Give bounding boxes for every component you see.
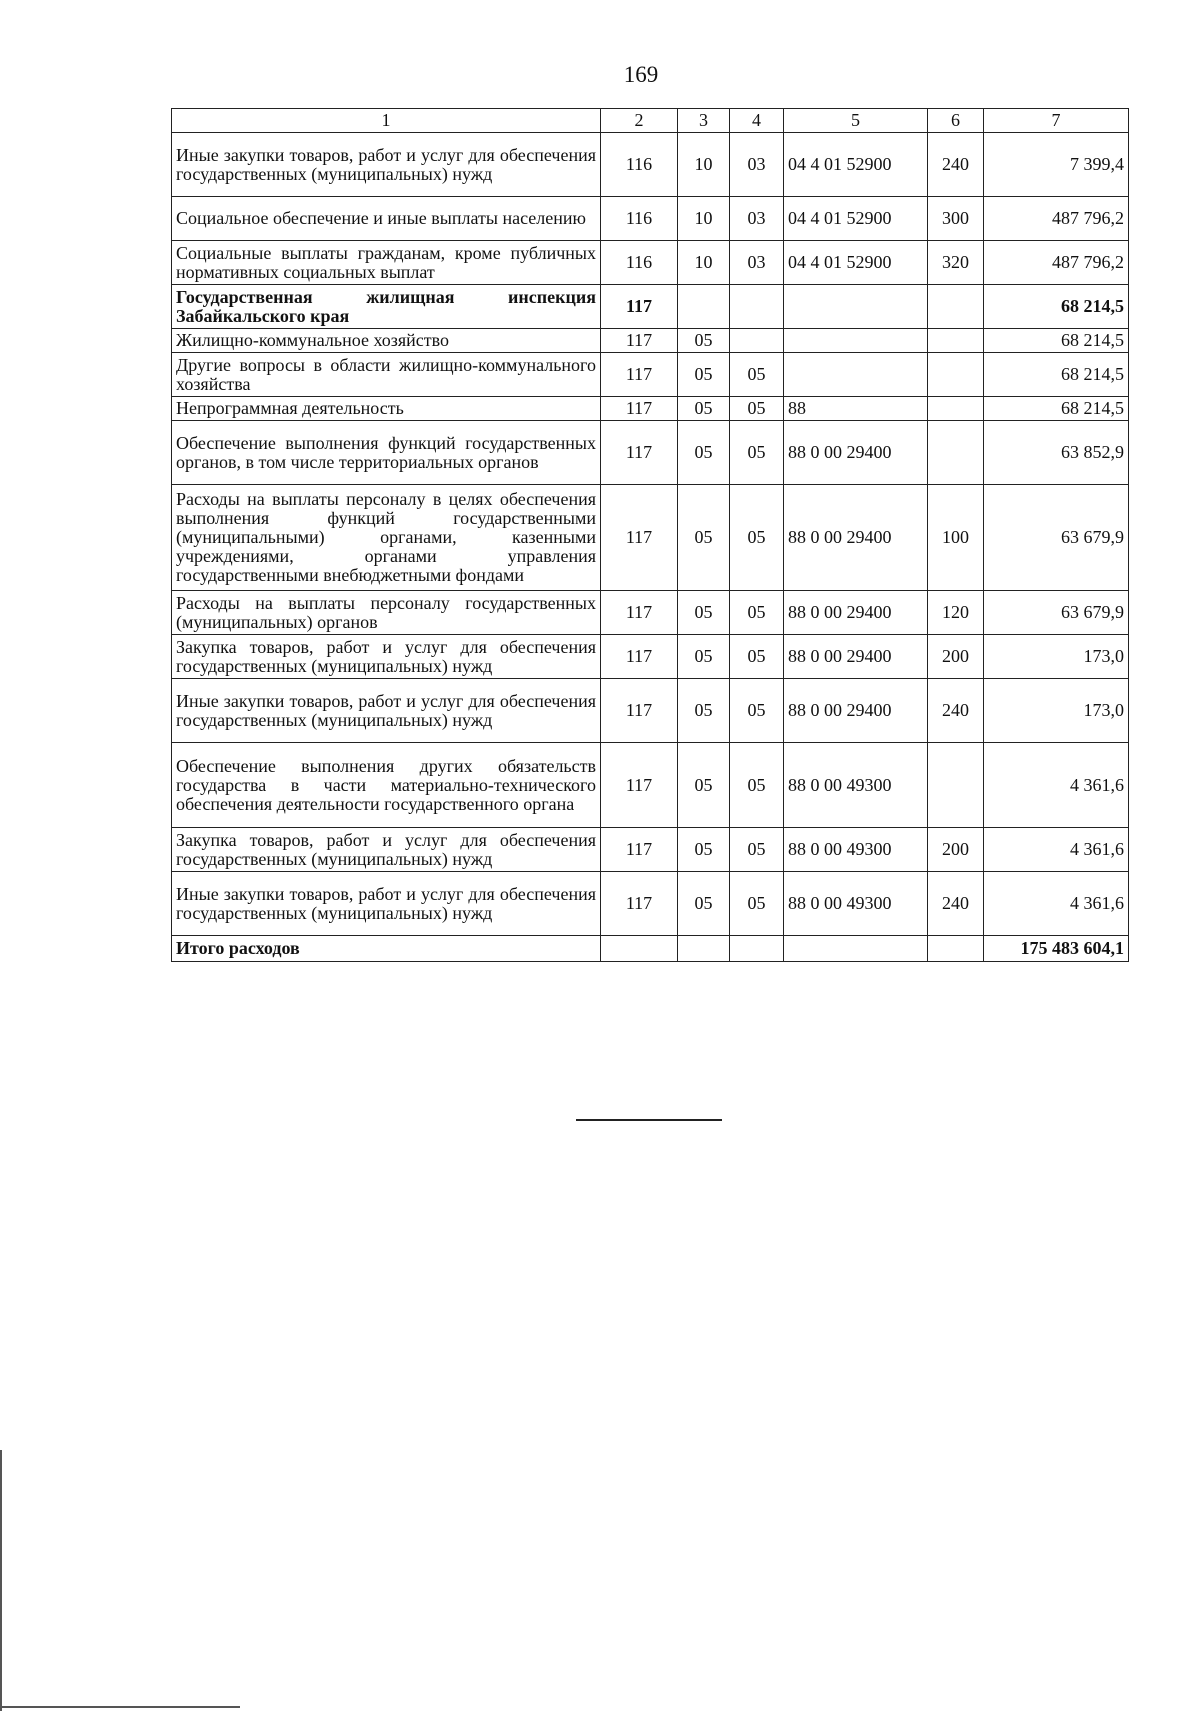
table-body [172, 133, 1129, 962]
expense-type-cell: 240 [928, 133, 984, 197]
section-code-cell: 05 [678, 679, 730, 743]
budget-table [171, 108, 1129, 962]
amount-cell: 4 361,6 [984, 872, 1129, 936]
expense-name-cell: Обеспечение выполнения функций государственных органов, в том числе территориальных органов [172, 421, 601, 485]
amount-cell: 173,0 [984, 635, 1129, 679]
section-code-cell: 10 [678, 197, 730, 241]
amount-cell: 63 852,9 [984, 421, 1129, 485]
target-article-cell: 04 4 01 52900 [784, 133, 928, 197]
table-row [172, 397, 1129, 421]
target-article-cell: 04 4 01 52900 [784, 197, 928, 241]
amount-cell: 7 399,4 [984, 133, 1129, 197]
column-header: 7 [984, 109, 1129, 133]
expense-name-cell: Закупка товаров, работ и услуг для обеспечения государственных (муниципальных) нужд [172, 635, 601, 679]
table-row [172, 133, 1129, 197]
subsection-code-cell: 05 [730, 421, 784, 485]
expense-name-cell: Иные закупки товаров, работ и услуг для обеспечения государственных (муниципальных) нужд [172, 133, 601, 197]
subsection-code-cell: 05 [730, 353, 784, 397]
target-article-cell: 88 0 00 29400 [784, 485, 928, 591]
target-article-cell [784, 936, 928, 962]
expense-type-cell [928, 353, 984, 397]
amount-cell: 173,0 [984, 679, 1129, 743]
total-row [172, 936, 1129, 962]
subsection-code-cell [730, 285, 784, 329]
expense-type-cell: 200 [928, 828, 984, 872]
expense-name-cell: Закупка товаров, работ и услуг для обеспечения государственных (муниципальных) нужд [172, 828, 601, 872]
subsection-code-cell: 05 [730, 591, 784, 635]
department-code-cell: 117 [601, 591, 678, 635]
amount-cell: 68 214,5 [984, 353, 1129, 397]
column-header: 2 [601, 109, 678, 133]
department-code-cell: 117 [601, 872, 678, 936]
target-article-cell: 04 4 01 52900 [784, 241, 928, 285]
table-row [172, 743, 1129, 828]
target-article-cell [784, 329, 928, 353]
section-code-cell: 05 [678, 485, 730, 591]
department-code-cell: 117 [601, 635, 678, 679]
expense-name-cell: Государственная жилищная инспекция Забайкальского края [172, 285, 601, 329]
table-row [172, 591, 1129, 635]
table-row [172, 679, 1129, 743]
department-code-cell: 117 [601, 679, 678, 743]
department-code-cell: 116 [601, 241, 678, 285]
section-code-cell: 05 [678, 397, 730, 421]
page-number: 169 [623, 62, 659, 87]
target-article-cell: 88 0 00 49300 [784, 828, 928, 872]
department-code-cell: 116 [601, 197, 678, 241]
table-row [172, 485, 1129, 591]
expense-type-cell: 120 [928, 591, 984, 635]
section-code-cell: 05 [678, 828, 730, 872]
expense-name-cell: Иные закупки товаров, работ и услуг для обеспечения государственных (муниципальных) нужд [172, 872, 601, 936]
section-code-cell [678, 936, 730, 962]
department-code-cell: 117 [601, 285, 678, 329]
section-code-cell: 05 [678, 872, 730, 936]
amount-cell: 68 214,5 [984, 397, 1129, 421]
department-code-cell: 117 [601, 485, 678, 591]
department-code-cell: 117 [601, 743, 678, 828]
department-code-cell: 117 [601, 397, 678, 421]
subsection-code-cell [730, 936, 784, 962]
target-article-cell: 88 0 00 29400 [784, 679, 928, 743]
expense-type-cell: 300 [928, 197, 984, 241]
amount-cell: 487 796,2 [984, 241, 1129, 285]
table-header-row [172, 109, 1129, 133]
expense-type-cell [928, 397, 984, 421]
table-row [172, 241, 1129, 285]
department-code-cell: 117 [601, 329, 678, 353]
expense-type-cell: 200 [928, 635, 984, 679]
expense-type-cell [928, 743, 984, 828]
column-header: 4 [730, 109, 784, 133]
subsection-code-cell: 05 [730, 397, 784, 421]
expense-name-cell: Социальное обеспечение и иные выплаты населению [172, 197, 601, 241]
footer-rule [576, 1119, 722, 1121]
section-code-cell: 05 [678, 353, 730, 397]
expense-name-cell: Итого расходов [172, 936, 601, 962]
expense-type-cell [928, 329, 984, 353]
column-header: 1 [172, 109, 601, 133]
amount-cell: 487 796,2 [984, 197, 1129, 241]
expense-name-cell: Расходы на выплаты персоналу в целях обеспечения выполнения функций государственными (муниципальными) органами, казенными учреждениями, органами управления государственными внебюджетными фондами [172, 485, 601, 591]
column-header: 5 [784, 109, 928, 133]
expense-name-cell: Расходы на выплаты персоналу государственных (муниципальных) органов [172, 591, 601, 635]
expense-name-cell: Социальные выплаты гражданам, кроме публичных нормативных социальных выплат [172, 241, 601, 285]
target-article-cell: 88 0 00 29400 [784, 635, 928, 679]
amount-cell: 4 361,6 [984, 743, 1129, 828]
table-row [172, 635, 1129, 679]
section-code-cell [678, 285, 730, 329]
expense-type-cell [928, 936, 984, 962]
subsection-code-cell: 05 [730, 872, 784, 936]
expense-type-cell [928, 285, 984, 329]
section-code-cell: 05 [678, 421, 730, 485]
amount-cell: 63 679,9 [984, 485, 1129, 591]
subsection-code-cell: 03 [730, 197, 784, 241]
department-code-cell [601, 936, 678, 962]
subsection-code-cell [730, 329, 784, 353]
expense-name-cell: Жилищно-коммунальное хозяйство [172, 329, 601, 353]
target-article-cell: 88 0 00 29400 [784, 591, 928, 635]
amount-cell: 68 214,5 [984, 285, 1129, 329]
target-article-cell: 88 0 00 29400 [784, 421, 928, 485]
expense-type-cell: 320 [928, 241, 984, 285]
target-article-cell [784, 353, 928, 397]
subsection-code-cell: 03 [730, 241, 784, 285]
scan-edge-line [0, 1450, 2, 1711]
subsection-code-cell: 05 [730, 679, 784, 743]
table-row [172, 353, 1129, 397]
department-code-cell: 117 [601, 353, 678, 397]
subsection-code-cell: 05 [730, 828, 784, 872]
amount-cell: 68 214,5 [984, 329, 1129, 353]
target-article-cell: 88 0 00 49300 [784, 743, 928, 828]
table-row [172, 828, 1129, 872]
section-code-cell: 05 [678, 743, 730, 828]
column-header: 3 [678, 109, 730, 133]
section-code-cell: 10 [678, 133, 730, 197]
column-header: 6 [928, 109, 984, 133]
table-row [172, 329, 1129, 353]
target-article-cell: 88 [784, 397, 928, 421]
expense-type-cell: 100 [928, 485, 984, 591]
department-code-cell: 117 [601, 828, 678, 872]
amount-cell: 175 483 604,1 [984, 936, 1129, 962]
section-code-cell: 05 [678, 635, 730, 679]
expense-name-cell: Другие вопросы в области жилищно-коммунального хозяйства [172, 353, 601, 397]
expense-type-cell: 240 [928, 872, 984, 936]
amount-cell: 4 361,6 [984, 828, 1129, 872]
expense-name-cell: Иные закупки товаров, работ и услуг для обеспечения государственных (муниципальных) нужд [172, 679, 601, 743]
subsection-code-cell: 05 [730, 743, 784, 828]
target-article-cell: 88 0 00 49300 [784, 872, 928, 936]
amount-cell: 63 679,9 [984, 591, 1129, 635]
expense-type-cell: 240 [928, 679, 984, 743]
target-article-cell [784, 285, 928, 329]
scan-edge-line [0, 1706, 240, 1708]
expense-name-cell: Непрограммная деятельность [172, 397, 601, 421]
section-code-cell: 10 [678, 241, 730, 285]
expense-name-cell: Обеспечение выполнения других обязательств государства в части материально-технического обеспечения деятельности государственного органа [172, 743, 601, 828]
department-code-cell: 116 [601, 133, 678, 197]
subsection-code-cell: 05 [730, 635, 784, 679]
section-code-cell: 05 [678, 591, 730, 635]
subsection-code-cell: 05 [730, 485, 784, 591]
table-row [172, 285, 1129, 329]
expense-type-cell [928, 421, 984, 485]
department-code-cell: 117 [601, 421, 678, 485]
table-row [172, 872, 1129, 936]
section-code-cell: 05 [678, 329, 730, 353]
table-row [172, 421, 1129, 485]
subsection-code-cell: 03 [730, 133, 784, 197]
table-row [172, 197, 1129, 241]
